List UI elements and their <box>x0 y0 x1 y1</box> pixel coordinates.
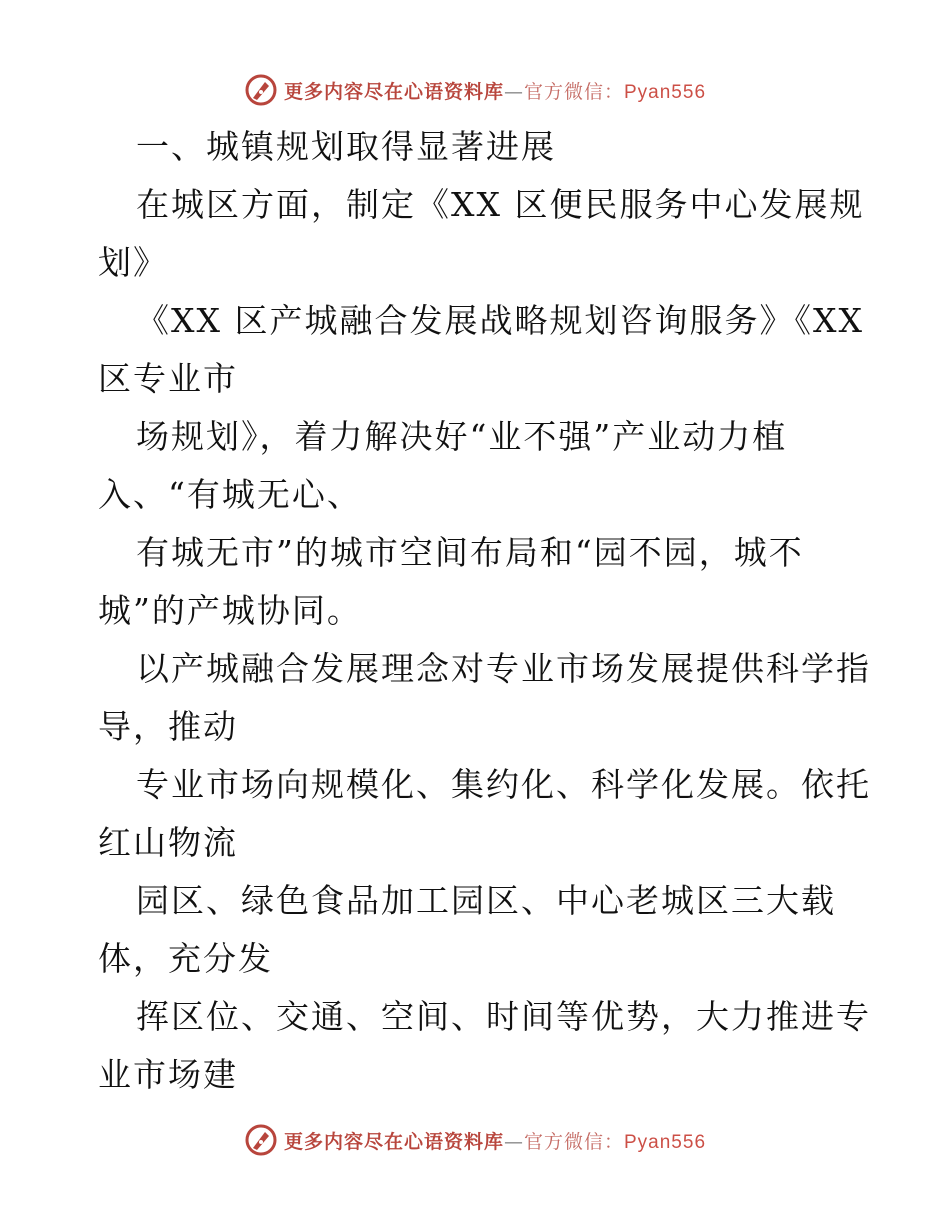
paragraph-line: 园区、绿色食品加工园区、中心老城区三大载 <box>136 881 836 920</box>
pen-nib-logo-icon <box>244 73 278 107</box>
banner-text <box>284 1127 706 1154</box>
document-body <box>98 118 871 1104</box>
paragraph-line: 挥区位、交通、空间、时间等优势，大力推进专 <box>136 997 871 1036</box>
paragraph-line: 有城无市”的城市空间布局和“园不园，城不 <box>136 533 804 572</box>
banner-brand: 更多内容尽在心语资料库 <box>283 80 504 103</box>
banner-separator: — <box>503 80 524 103</box>
banner-wechat-id: Pyan556 <box>624 1131 707 1153</box>
banner-separator: — <box>503 1130 524 1153</box>
banner-wechat-label: 官方微信： <box>523 80 624 103</box>
paragraph-line: 划》 <box>98 243 168 282</box>
paragraph-line: 场规划》，着力解决好“业不强”产业动力植 <box>136 417 788 456</box>
paragraph-line: 体，充分发 <box>98 939 273 978</box>
paragraph-line: 区专业市 <box>98 359 238 398</box>
paragraph-line: 在城区方面，制定《XX 区便民服务中心发展规 <box>136 185 865 224</box>
section-heading: 一、城镇规划取得显著进展 <box>136 127 556 166</box>
paragraph-line: 业市场建 <box>98 1055 238 1094</box>
paragraph-line: 城”的产城协同。 <box>98 591 362 630</box>
banner-text <box>284 77 706 104</box>
paragraph-line: 入、“有城无心、 <box>98 475 362 514</box>
paragraph-line: 以产城融合发展理念对专业市场发展提供科学指 <box>136 649 871 688</box>
banner-wechat-id: Pyan556 <box>624 81 707 103</box>
paragraph-line: 《XX 区产城融合发展战略规划咨询服务》《XX <box>136 301 864 340</box>
paragraph-line: 专业市场向规模化、集约化、科学化发展。依托 <box>136 765 871 804</box>
banner-brand: 更多内容尽在心语资料库 <box>283 1130 504 1153</box>
paragraph-line: 红山物流 <box>98 823 238 862</box>
pen-nib-logo-icon <box>244 1123 278 1157</box>
paragraph-line: 导，推动 <box>98 707 238 746</box>
banner-wechat-label: 官方微信： <box>523 1130 624 1153</box>
header-banner <box>0 70 950 110</box>
footer-banner <box>0 1120 950 1160</box>
